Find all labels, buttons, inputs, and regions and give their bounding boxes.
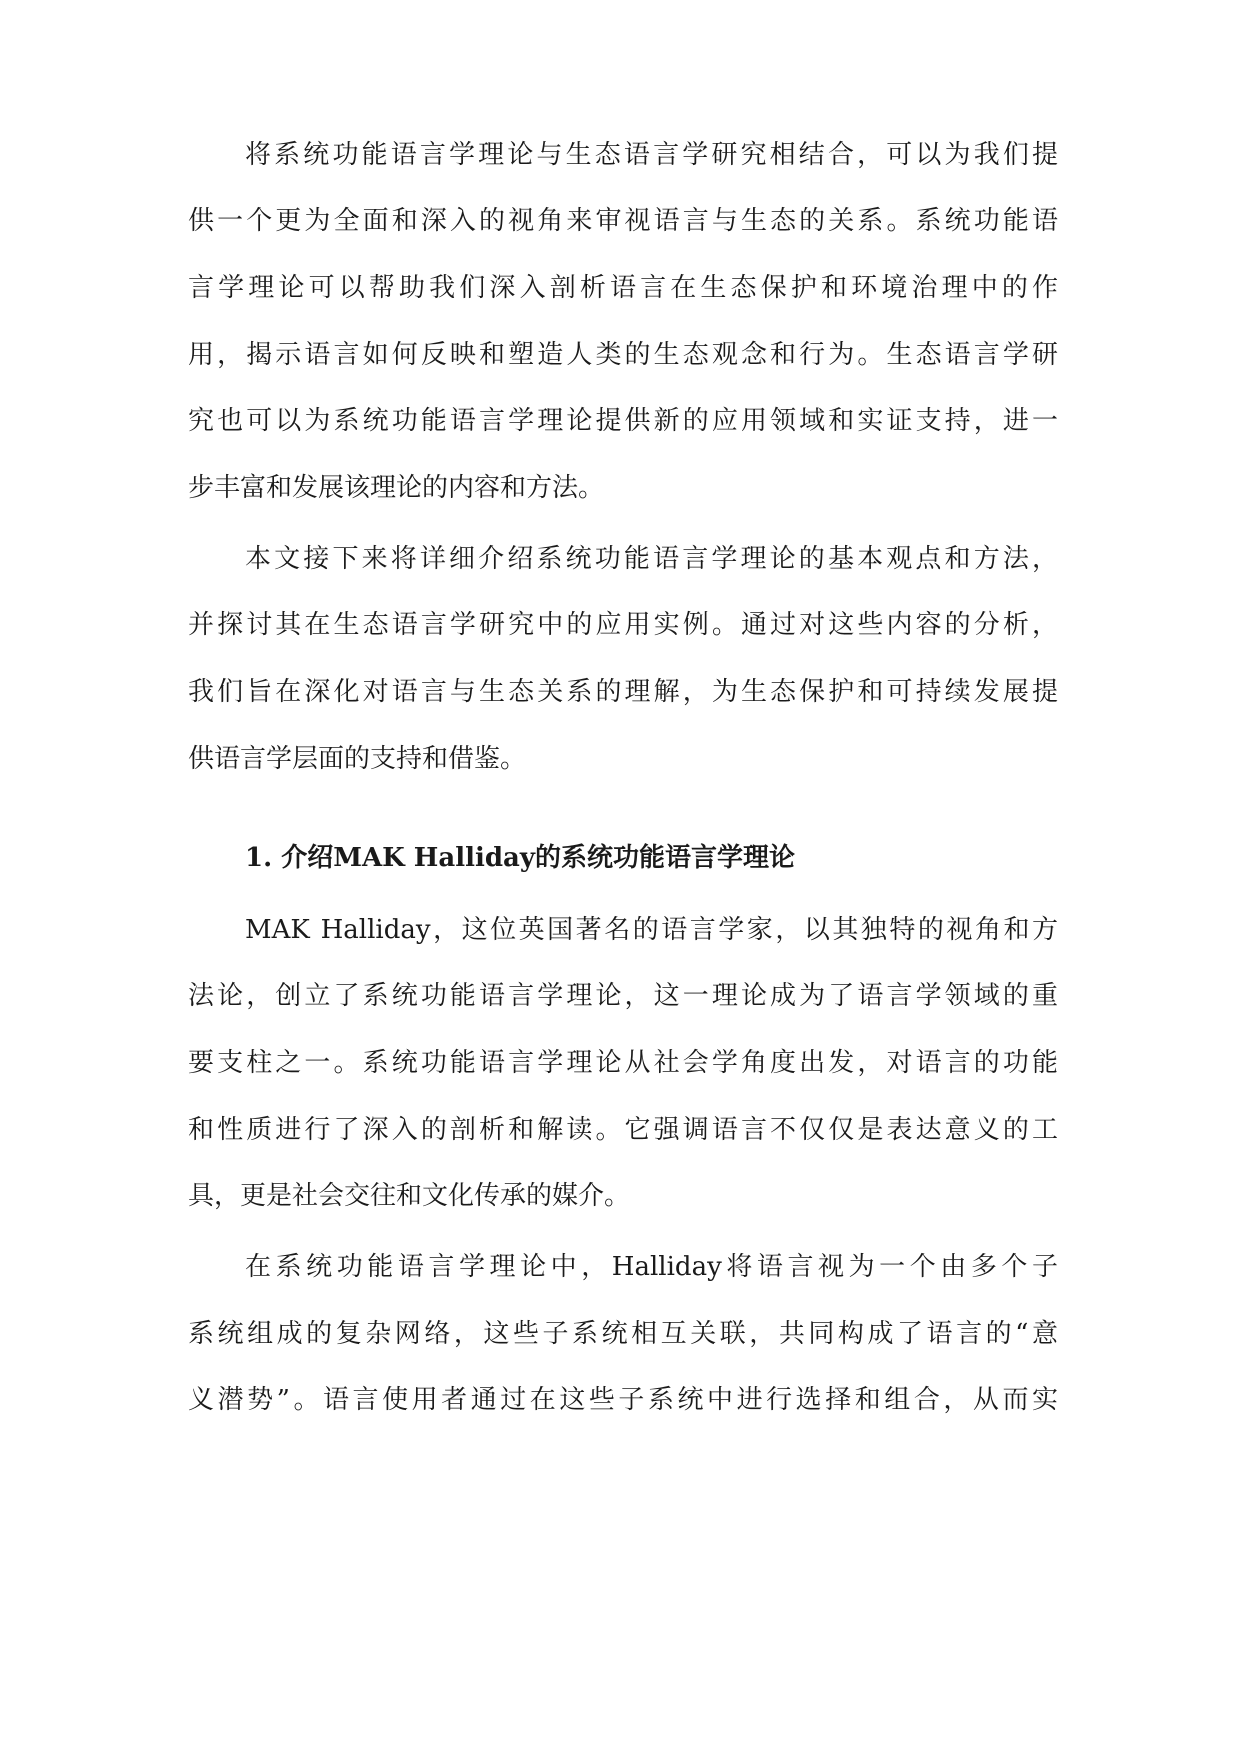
paragraph-line: 本文接下来将详细介绍系统功能语言学理论的基本观点和方法， [245, 544, 1058, 574]
paragraph-line: 义潜势”。语言使用者通过在这些子系统中进行选择和组合，从而实 [188, 1385, 1058, 1415]
paragraph-line: 法论，创立了系统功能语言学理论，这一理论成为了语言学领域的重 [188, 981, 1058, 1011]
paragraph-line: 将系统功能语言学理论与生态语言学研究相结合，可以为我们提 [245, 140, 1058, 170]
paragraph-line: 在系统功能语言学理论中，Halliday将语言视为一个由多个子 [245, 1252, 1058, 1282]
paragraph-line: 供语言学层面的支持和借鉴。 [188, 744, 527, 774]
paragraph-line: 系统组成的复杂网络，这些子系统相互关联，共同构成了语言的“意 [188, 1319, 1058, 1349]
paragraph-line: 并探讨其在生态语言学研究中的应用实例。通过对这些内容的分析， [188, 610, 1058, 640]
paragraph-line: 和性质进行了深入的剖析和解读。它强调语言不仅仅是表达意义的工 [188, 1115, 1058, 1145]
paragraph-line: 具，更是社会交往和文化传承的媒介。 [188, 1181, 631, 1211]
paragraph-line: MAK Halliday，这位英国著名的语言学家，以其独特的视角和方 [245, 915, 1058, 945]
paragraph-line: 言学理论可以帮助我们深入剖析语言在生态保护和环境治理中的作 [188, 273, 1058, 303]
section-heading: 1. 介绍MAK Halliday的系统功能语言学理论 [245, 843, 795, 873]
paragraph-line: 步丰富和发展该理论的内容和方法。 [188, 473, 605, 503]
paragraph-line: 要支柱之一。系统功能语言学理论从社会学角度出发，对语言的功能 [188, 1048, 1058, 1078]
paragraph-line: 我们旨在深化对语言与生态关系的理解，为生态保护和可持续发展提 [188, 677, 1058, 707]
paragraph-line: 供一个更为全面和深入的视角来审视语言与生态的关系。系统功能语 [188, 206, 1058, 236]
paragraph-line: 用，揭示语言如何反映和塑造人类的生态观念和行为。生态语言学研 [188, 340, 1058, 370]
paragraph-line: 究也可以为系统功能语言学理论提供新的应用领域和实证支持，进一 [188, 406, 1058, 436]
